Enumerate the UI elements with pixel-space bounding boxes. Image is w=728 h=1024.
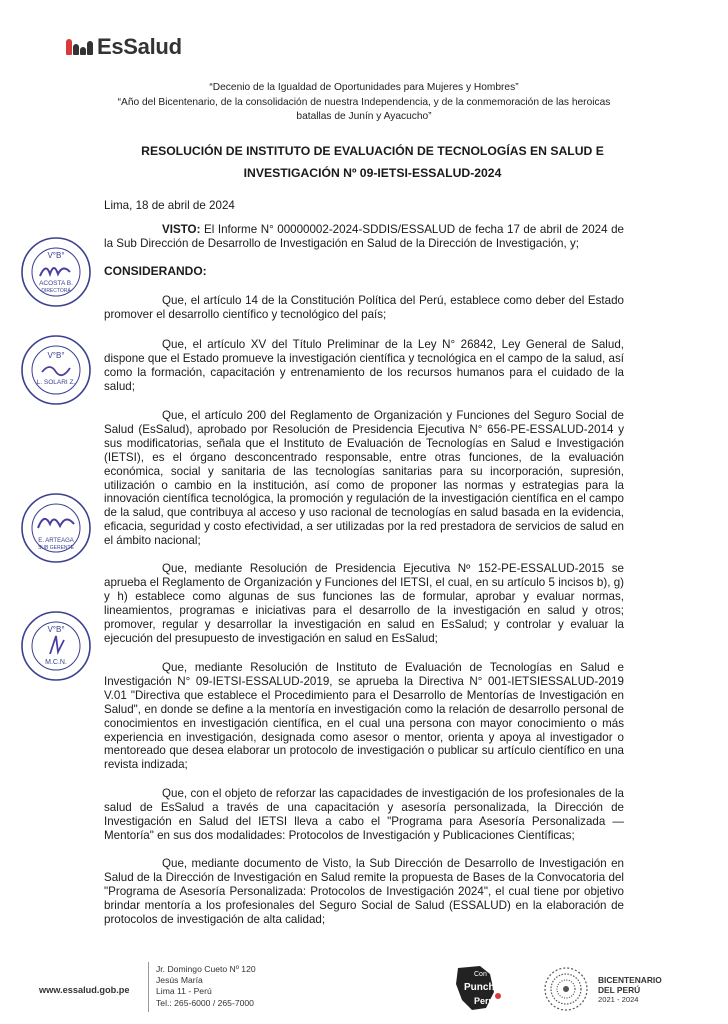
stamp-2-name: L. SOLARI Z. [36, 379, 76, 386]
paragraph-1: Que, el artículo 14 de la Constitución Política del Perú, establece como deber del Estado promover el desarrollo científico y tecnológico del país; [104, 294, 624, 321]
essalud-logo [66, 34, 182, 60]
stamp-3-name: E. ARTEAGA [38, 538, 74, 544]
puncho-con: Con [474, 971, 487, 978]
resolution-title [80, 140, 665, 184]
motto-bicentenario-cont: batallas de Junín y Ayacucho” [296, 111, 432, 123]
paragraph-6: Que, con el objeto de reforzar las capacidades de investigación de los profesionales de la salud de EsSalud a través de una capacitación y asesoría personalizada, la Dirección de Investigación en Salud del IETSI lleva a cabo el "Programa para Asesoría Personalizada — Mentoría" en sus dos modalidades: Protocolos de Investigación y Publicaciones Científicas; [104, 787, 624, 842]
motto-decenio: “Decenio de la Igualdad de Oportunidades para Mujeres y Hombres” [209, 82, 519, 93]
signature-icon [50, 636, 64, 654]
stamp-2-vb: V°B° [47, 351, 65, 360]
address-line-3: Lima 11 - Perú [156, 986, 212, 997]
signature-icon [42, 367, 70, 375]
bicentenario-line-2: DEL PERÚ [598, 985, 641, 995]
con-punche-peru-logo [450, 962, 516, 1014]
stamp-3 [20, 492, 92, 564]
visto-paragraph [104, 223, 624, 251]
bicentenario-text [598, 975, 662, 1005]
motto-bicentenario: “Año del Bicentenario, de la consolidación de nuestra Independencia, y de la conmemoración de las heroicas [117, 96, 611, 108]
visto-label: VISTO: [162, 223, 201, 236]
family-figures-icon [66, 39, 94, 55]
paragraph-5: Que, mediante Resolución de Instituto de Evaluación de Tecnologías en Salud e Investigación N° 09-IETSI-ESSALUD-2019, se aprueba la Directiva N° 001-IETSIESSALUD-2019 V.01 "Directiva que establece el Procedimiento para el Desarrollo de Mentorías de Investigación en Salud", en donde se define a la mentoría en investigación como la relación de desarrollo personal de conocimientos en investigación científica, en el cual una persona con mayor conocimiento o más experiencia en investigación, designada como asesor o mentor, orienta y apoya al investigador o mentoreado que desea elaborar un protocolo de investigación o publicar su artículo científico en una revista indizada; [104, 661, 624, 772]
considerando-heading: CONSIDERANDO: [104, 264, 207, 278]
visto-text: El Informe N° 00000002-2024-SDDIS/ESSALUD de fecha 17 de abril de 2024 de la Sub Dirección de Desarrollo de Investigación en Salud de la Dirección de Investigación, y; [104, 223, 624, 250]
bicentenario-years: 2021 - 2024 [598, 995, 639, 1004]
stamp-1-vb: V°B° [47, 251, 65, 260]
stamp-1-role: DIRECTORA [41, 288, 71, 294]
paragraph-4: Que, mediante Resolución de Presidencia Ejecutiva Nº 152-PE-ESSALUD-2015 se aprueba el Reglamento de Organización y Funciones del IETSI, el cual, en su artículo 5 incisos b), g) y h) establece como algunas de sus funciones las de formular, aprobar y evaluar normas, lineamientos, programas e iniciativas para el desarrollo de la investigación en salud y otros; promover, regular y desarrollar la investigación en salud en EsSalud; y controlar y evaluar la ejecución del presupuesto de investigación en salud en EsSalud; [104, 562, 624, 645]
puncho-punche: Punche [464, 982, 501, 993]
stamp-4 [20, 610, 92, 682]
date-line: Lima, 18 de abril de 2024 [104, 199, 235, 212]
paragraph-3: Que, el artículo 200 del Reglamento de Organización y Funciones del Seguro Social de Salud (EsSalud), aprobado por Resolución de Presidencia Ejecutiva N° 656-PE-ESSALUD-2014 y sus modificatorias, señala que el Instituto de Evaluación de Tecnologías en Salud e Investigación (IETSI), es el órgano desconcentrado responsable, entre otras funciones, de la evaluación económica, social y sanitaria de las tecnologías sanitarias para su incorporación, supresión, utilización o cambio en la institución, así como de proponer las normas y estrategias para la innovación científica tecnológica, la promoción y regulación de la investigación científica en el campo de la salud, que contribuya al acceso y uso racional de tecnologías en salud basada en la evidencia, eficacia, seguridad y costo efectividad, a ser utilizadas por la red prestadora de servicios de salud en el ámbito nacional; [104, 409, 624, 548]
title-line-1: RESOLUCIÓN DE INSTITUTO DE EVALUACIÓN DE TECNOLOGÍAS EN SALUD E [141, 144, 604, 158]
puncho-peru: Perú [474, 996, 495, 1006]
bicentenario-emblem-icon [536, 965, 596, 1013]
paragraph-7: Que, mediante documento de Visto, la Sub Dirección de Desarrollo de Investigación en Salud de la Dirección de Investigación en Salud remite la propuesta de Bases de la Convocatoria del "Programa de Asesoría Personalizada: Protocolos de Investigación 2024", el cual tiene por objetivo brindar mentoría a los profesionales del Seguro Social de Salud (ESSALUD) en la elaboración de protocolos de investigación de alta calidad; [104, 857, 624, 926]
address-line-1: Jr. Domingo Cueto Nº 120 [156, 964, 256, 974]
mottos [0, 81, 728, 125]
stamp-1 [20, 236, 92, 308]
footer-website[interactable]: www.essalud.gob.pe [39, 985, 130, 995]
stamp-4-vb: V°B° [47, 625, 65, 634]
stamp-4-name: M.C.N. [45, 659, 67, 666]
title-line-2: INVESTIGACIÓN Nº 09-IETSI-ESSALUD-2024 [243, 166, 502, 180]
bicentenario-line-1: BICENTENARIO [598, 975, 662, 985]
footer-address [156, 964, 256, 1009]
logo-text: EsSalud [97, 34, 182, 59]
signature-icon [38, 519, 74, 528]
footer-divider [148, 962, 149, 1012]
address-line-4: Tel.: 265-6000 / 265-7000 [156, 997, 254, 1008]
paragraph-2: Que, el artículo XV del Título Preliminar de la Ley N° 26842, Ley General de Salud, dispone que el Estado promueve la investigación científica y tecnológica en el campo de la salud, así como la formación, capacitación y entrenamiento de los recursos humanos para el cuidado de la salud; [104, 338, 624, 393]
signature-icon [40, 268, 70, 276]
address-line-2: Jesús María [156, 975, 203, 986]
stamp-1-name: ACOSTA B. [39, 280, 73, 287]
stamp-3-role: SUB GERENTE [38, 545, 74, 551]
stamp-2 [20, 334, 92, 406]
